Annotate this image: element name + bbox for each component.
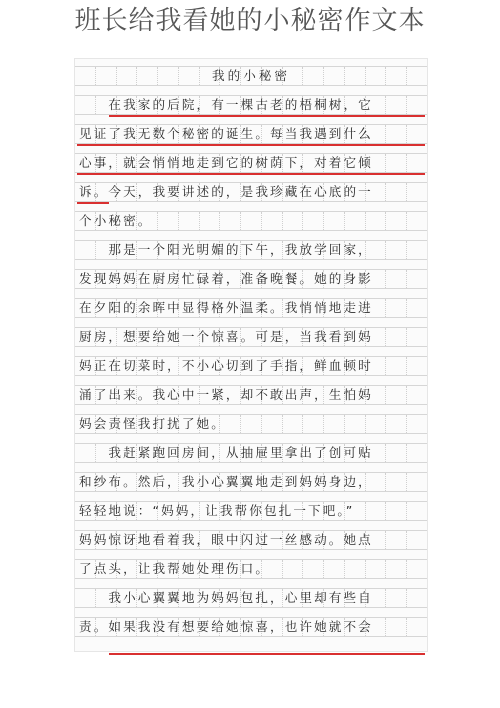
essay-line: 妈妈惊讶地看着我，眼中闪过一丝感动。她点 [79,532,373,547]
red-underline [109,653,425,655]
red-underline [77,202,109,204]
essay-line: 轻轻地说：“妈妈，让我帮你包扎一下吧。” [79,503,355,518]
essay-line: 发现妈妈在厨房忙碌着，准备晚餐。她的身影 [79,271,373,286]
essay-line: 责。如果我没有想要给她惊喜，也许她就不会 [79,619,373,634]
essay-line: 诉。今天，我要讲述的，是我珍藏在心底的一 [79,184,373,199]
composition-paper [74,58,428,652]
red-underline [109,115,425,117]
page-heading: 班长给我看她的小秘密作文本 [74,6,426,36]
essay-line: 我小心翼翼地为妈妈包扎，心里却有些自 [79,590,373,605]
essay-line: 了点头，让我帮她处理伤口。 [79,561,271,576]
essay-line: 心事，就会悄悄地走到它的树荫下，对着它倾 [79,155,373,170]
essay-line: 涌了出来。我心中一紧，却不敢出声，生怕妈 [79,387,373,402]
essay-line: 厨房，想要给她一个惊喜。可是，当我看到妈 [79,329,373,344]
essay-line: 在我家的后院，有一棵古老的梧桐树，它 [79,97,373,112]
red-underline [77,144,425,146]
red-underline [77,173,425,175]
essay-line: 我赶紧跑回房间，从抽屉里拿出了创可贴 [79,445,373,460]
essay-line: 妈正在切菜时，不小心切到了手指，鲜血顿时 [79,358,373,373]
essay-line: 妈会责怪我打扰了她。 [79,416,226,431]
essay-title: 我的小秘密 [212,68,290,83]
essay-line: 和纱布。然后，我小心翼翼地走到妈妈身边， [79,474,373,489]
essay-line: 那是一个阳光明媚的下午，我放学回家， [79,242,373,257]
essay-line: 见证了我无数个秘密的诞生。每当我遇到什么 [79,126,373,141]
essay-line: 在夕阳的余晖中显得格外温柔。我悄悄地走进 [79,300,373,315]
essay-line: 个小秘密。 [79,213,153,228]
